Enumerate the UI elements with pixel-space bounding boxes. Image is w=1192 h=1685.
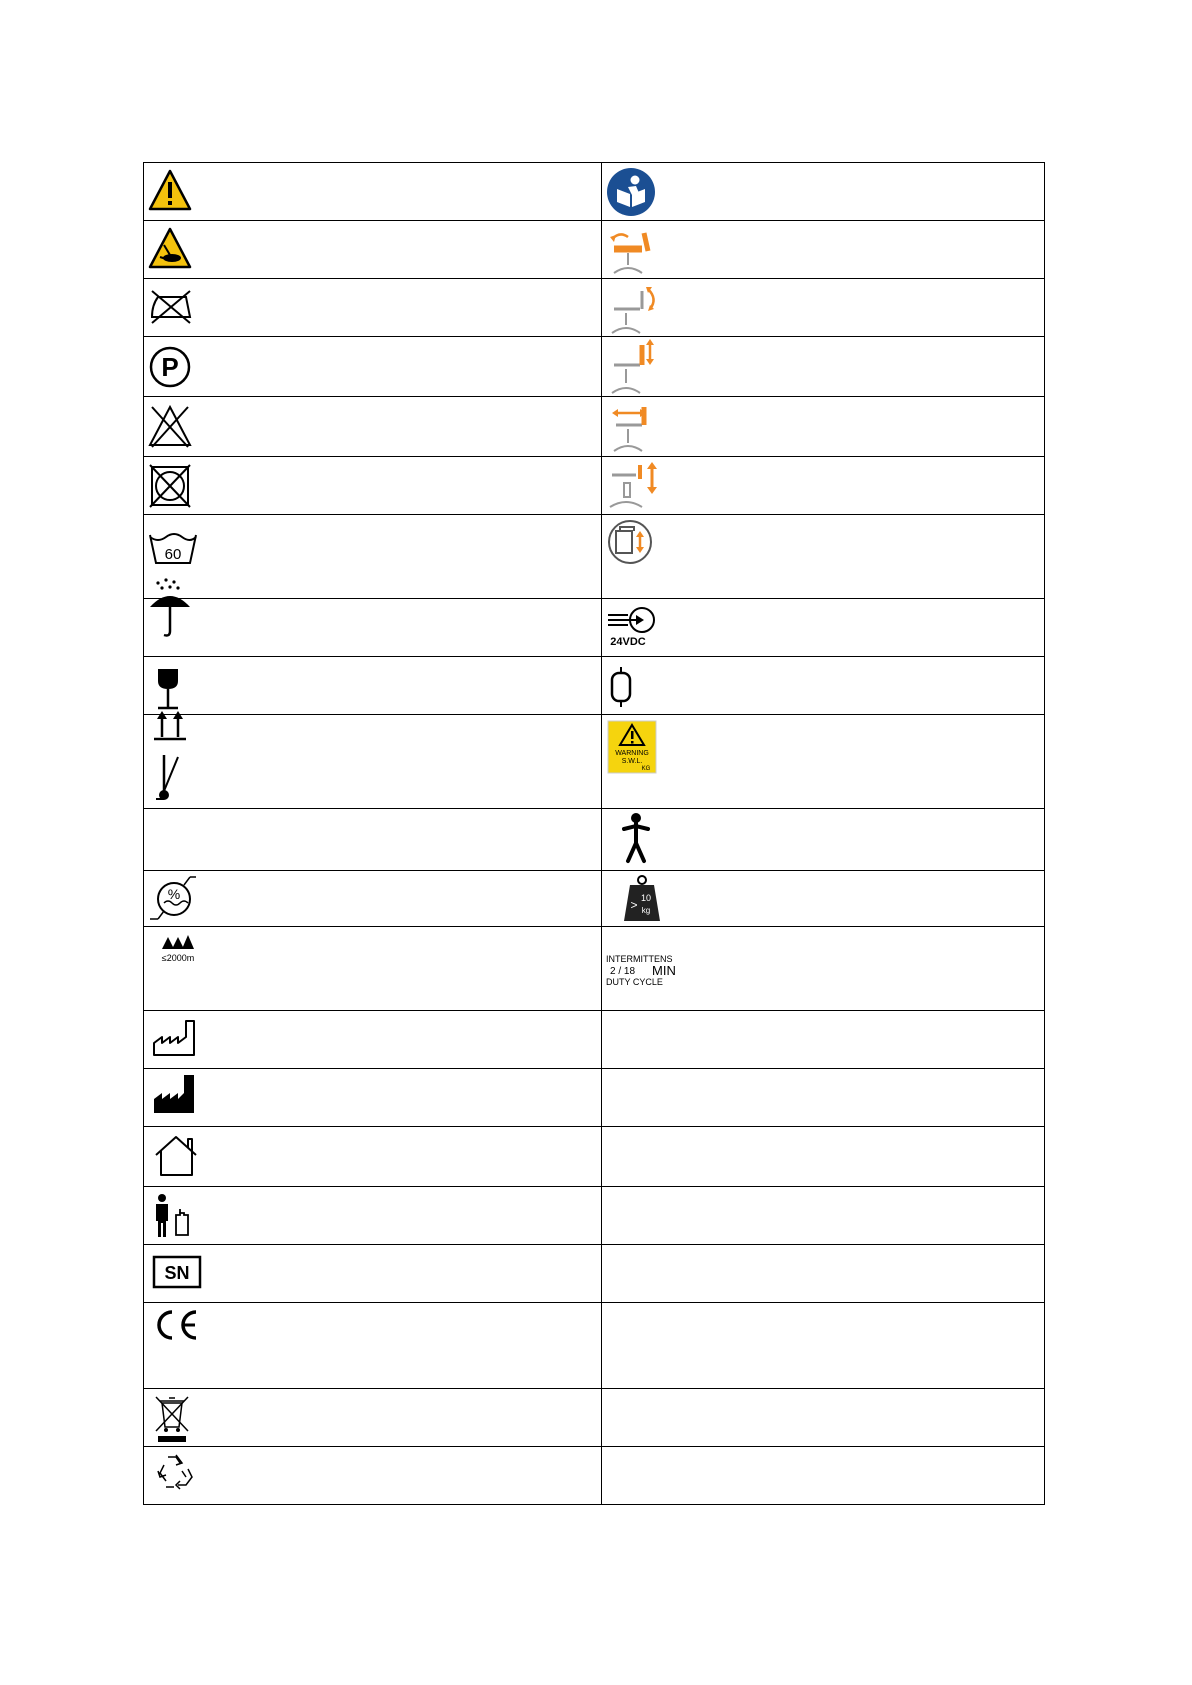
table-row xyxy=(144,515,1045,599)
table-cell xyxy=(144,1447,602,1505)
do-not-iron-icon xyxy=(148,289,194,325)
table-cell xyxy=(144,715,602,809)
table-cell xyxy=(602,279,1045,337)
table-cell xyxy=(144,221,602,279)
dc-power-input-icon xyxy=(606,607,662,649)
weee-disposal-icon xyxy=(152,1393,192,1445)
table-row xyxy=(144,279,1045,337)
keep-dry-icon xyxy=(148,577,192,641)
table-cell xyxy=(144,1389,602,1447)
table-row xyxy=(144,871,1045,927)
table-cell xyxy=(602,1011,1045,1069)
table-cell xyxy=(144,1245,602,1303)
date-of-manufacture-icon xyxy=(152,1017,198,1057)
table-row xyxy=(144,809,1045,871)
backrest-angle-adjust-icon xyxy=(606,283,666,335)
table-cell xyxy=(144,397,602,457)
duty-cycle-icon xyxy=(606,953,686,993)
table-row xyxy=(144,927,1045,1011)
table-row xyxy=(144,1245,1045,1303)
swl-label: S.W.L. xyxy=(621,758,643,765)
table-cell xyxy=(602,927,1045,1011)
parking-letter: P xyxy=(161,352,179,382)
table-row xyxy=(144,457,1045,515)
symbol-table xyxy=(143,162,1045,1505)
hand-control-icon xyxy=(606,665,636,709)
table-cell xyxy=(602,515,1045,599)
table-cell xyxy=(602,657,1045,715)
humidity-limit-icon xyxy=(148,875,198,923)
table-cell xyxy=(602,457,1045,515)
table-cell xyxy=(144,809,602,871)
table-cell xyxy=(144,163,602,221)
duty-ratio: 2 / 18 xyxy=(610,966,636,977)
table-cell xyxy=(144,1187,602,1245)
table-cell xyxy=(602,1245,1045,1303)
table-row xyxy=(144,1069,1045,1127)
table-cell xyxy=(602,1127,1045,1187)
table-cell xyxy=(602,871,1045,927)
crush-hazard-hand-icon xyxy=(148,227,192,269)
ce-mark-icon xyxy=(152,1309,202,1341)
table-row xyxy=(144,715,1045,809)
weight-unit: kg xyxy=(641,906,651,915)
table-cell xyxy=(144,279,602,337)
read-instructions-icon xyxy=(606,167,656,217)
humidity-symbol: % xyxy=(167,886,181,902)
seat-height-adjust-icon xyxy=(606,461,666,511)
table-row xyxy=(144,337,1045,397)
table-row xyxy=(144,657,1045,715)
table-cell xyxy=(144,871,602,927)
table-row xyxy=(144,1303,1045,1389)
altitude-label: ≤2000m xyxy=(161,953,195,963)
fragile-icon xyxy=(148,667,188,711)
dc-voltage-label: 24VDC xyxy=(610,636,646,648)
duty-unit: MIN xyxy=(652,963,676,978)
table-row xyxy=(144,163,1045,221)
table-row xyxy=(144,599,1045,657)
chair-tilt-adjust-icon xyxy=(606,225,666,277)
table-row xyxy=(144,397,1045,457)
serial-number-icon xyxy=(152,1255,202,1289)
table-cell xyxy=(144,657,602,715)
serial-label: SN xyxy=(164,1263,190,1283)
table-cell xyxy=(602,809,1045,871)
do-not-bleach-icon xyxy=(148,403,192,449)
patient-weight-icon xyxy=(150,1193,200,1239)
table-row xyxy=(144,1447,1045,1505)
swl-unit: KG xyxy=(641,766,651,772)
table-cell xyxy=(602,599,1045,657)
safe-working-load-icon xyxy=(606,719,658,775)
table-cell xyxy=(602,337,1045,397)
altitude-limit-icon xyxy=(156,929,208,967)
table-cell xyxy=(602,397,1045,457)
type-b-applied-part-icon xyxy=(616,809,656,867)
seat-depth-adjust-icon xyxy=(606,397,666,453)
table-row xyxy=(144,1187,1045,1245)
armrest-adjust-icon xyxy=(606,519,660,567)
table-cell xyxy=(602,1447,1045,1505)
max-weight-icon xyxy=(622,873,662,923)
this-way-up-icon xyxy=(148,709,192,741)
table-row xyxy=(144,1127,1045,1187)
table-cell xyxy=(602,1303,1045,1389)
duty-cycle-label: DUTY CYCLE xyxy=(606,977,663,987)
swl-warning-text: WARNING xyxy=(615,750,649,757)
table-cell xyxy=(144,1303,602,1389)
weight-value: 10 xyxy=(640,893,652,903)
home-use-icon xyxy=(152,1133,202,1177)
table-row xyxy=(144,1011,1045,1069)
table-cell xyxy=(144,515,602,599)
table-cell xyxy=(144,1011,602,1069)
table-cell xyxy=(144,927,602,1011)
table-cell xyxy=(602,163,1045,221)
table-row xyxy=(144,221,1045,279)
table-row xyxy=(144,1389,1045,1447)
table-cell xyxy=(602,1069,1045,1127)
table-cell xyxy=(602,1389,1045,1447)
duty-intermittent: INTERMITTENS xyxy=(606,954,673,964)
table-cell xyxy=(144,457,602,515)
weight-greater-than: > xyxy=(630,898,638,912)
parking-brake-icon xyxy=(148,345,192,389)
manufacturer-icon xyxy=(152,1073,198,1115)
table-cell xyxy=(602,715,1045,809)
temperature-limit-icon xyxy=(148,751,188,803)
table-cell xyxy=(144,1069,602,1127)
general-warning-icon xyxy=(148,169,192,211)
table-cell xyxy=(144,1127,602,1187)
table-cell xyxy=(144,599,602,657)
table-cell xyxy=(602,221,1045,279)
wash-temperature: 60 xyxy=(164,546,182,563)
recycle-icon xyxy=(152,1451,198,1497)
backrest-height-adjust-icon xyxy=(606,339,666,395)
wash-60-icon xyxy=(148,531,198,567)
table-cell xyxy=(602,1187,1045,1245)
do-not-tumble-dry-icon xyxy=(148,463,192,509)
table-cell xyxy=(144,337,602,397)
